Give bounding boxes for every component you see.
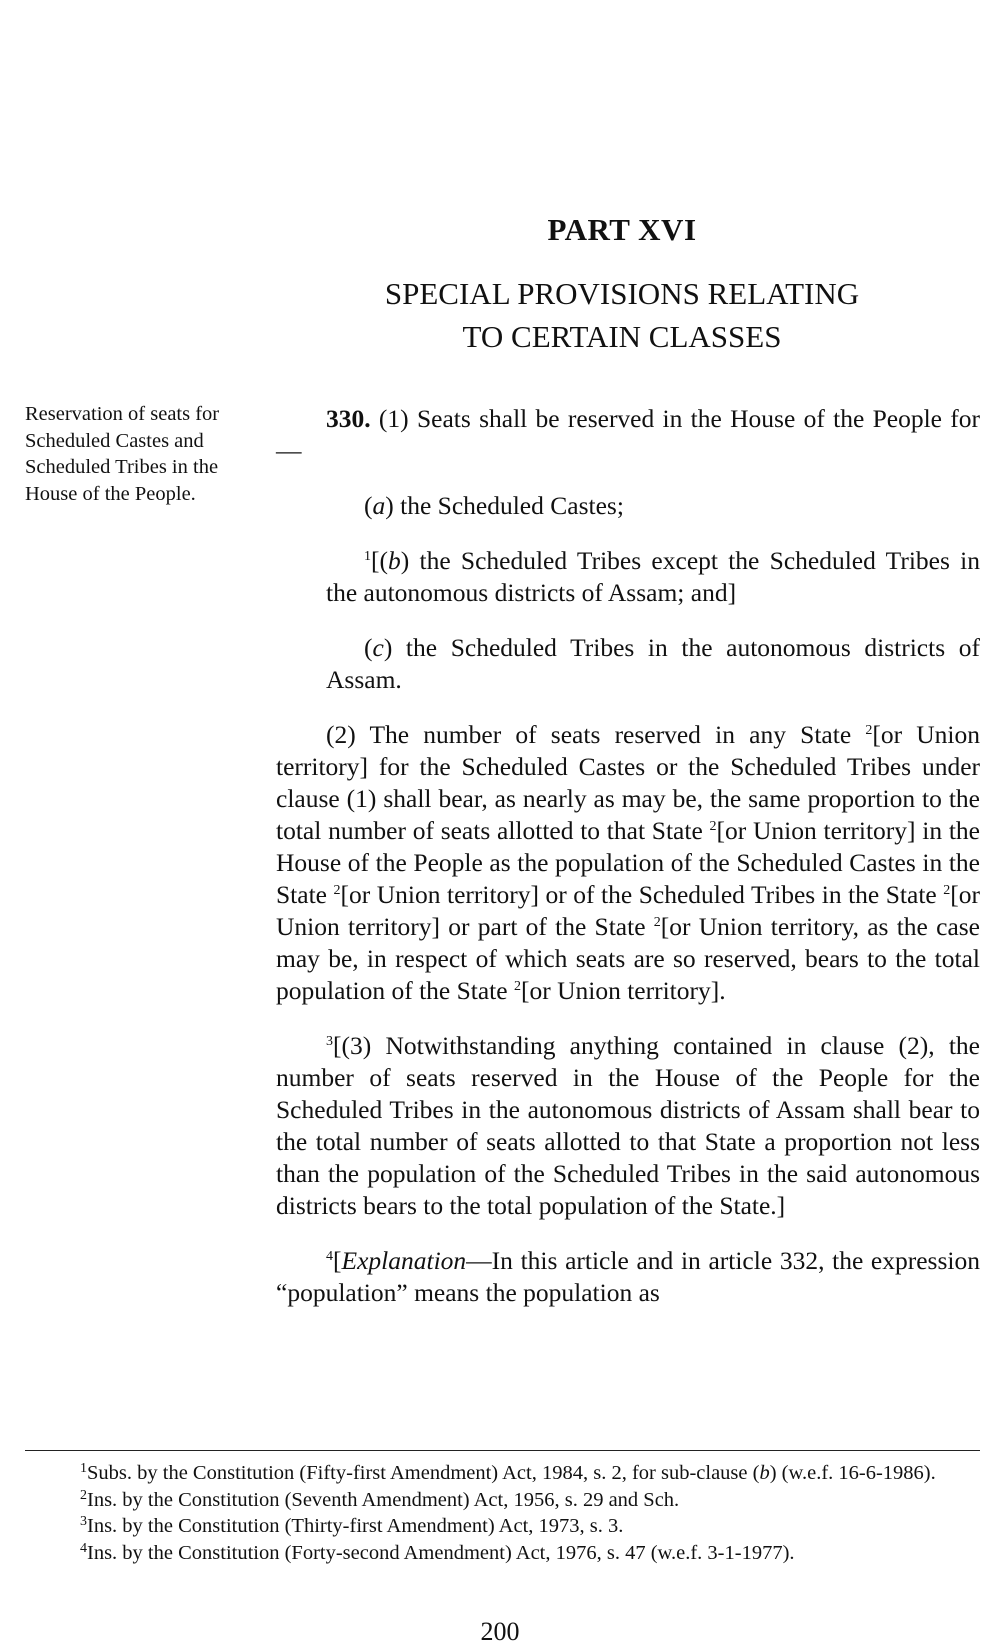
footnote-ref: 2: [709, 819, 717, 834]
clause-1-intro: [276, 403, 980, 467]
footnote-4-text: Ins. by the Constitution (Forty-second Amendment) Act, 1976, s. 47 (w.e.f. 3-1-1977).: [87, 1541, 795, 1564]
clause-2-part-2: [or Union territory] for the Scheduled Castes or the Scheduled Tribes under clause (1) shall bear, as nearly as may be, the same proportion to the total number of seats allotted to that State: [276, 720, 981, 845]
explanation: $^4$[Explanation—In this article and in article 332, the expression “population” means the population as: [276, 1246, 980, 1307]
footnote-4: [25, 1540, 980, 1567]
footnote-number: 4: [80, 1540, 87, 1556]
clause-2-part-1: (2) The number of seats reserved in any State: [326, 720, 866, 749]
part-subtitle-line-2: TO CERTAIN CLASSES: [462, 319, 782, 354]
footnote-1-tail: ) (w.e.f. 16-6-1986).: [769, 1462, 936, 1484]
explanation-label: Explanation: [341, 1246, 467, 1275]
footnote-ref: 3: [326, 1034, 333, 1049]
part-subtitle: [262, 272, 982, 358]
footnote-1-italic: b: [759, 1462, 770, 1484]
clause-3-text: [(3) Notwithstanding anything contained in clause (2), the number of seats reserved in the House of the People for the Scheduled Tribes in the autonomous districts of Assam shall bear to the total number of seats allotted to that State a proportion not less than the population of the Scheduled Tribes in the said autonomous districts bears to the total population of the State.]: [276, 1031, 980, 1220]
clause-2-part-3: [or Union territory] in the House of the People as the population of the Scheduled Castes in the State: [276, 816, 980, 909]
page-number: 200: [480, 1617, 520, 1646]
footnote-1: [25, 1460, 980, 1487]
footnote-ref: 2: [865, 723, 873, 738]
footnote-number: 1: [80, 1461, 87, 1476]
clause-2-part-6: [or Union territory, as the case may be, in respect of which seats are so reserved, bears to the total population of the State: [276, 912, 980, 1005]
part-subtitle-line-1: SPECIAL PROVISIONS RELATING: [384, 276, 860, 311]
article-body: [276, 403, 980, 1332]
footnote-number: 2: [80, 1487, 87, 1503]
sub-clause-a: (a) the Scheduled Castes;: [364, 491, 624, 520]
sub-clause-b: $^1$[(b) the Scheduled Tribes except the Scheduled Tribes in the autonomous districts of Assam; and]: [326, 546, 980, 607]
footnote-2-text: Ins. by the Constitution (Seventh Amendment) Act, 1956, s. 29 and Sch.: [87, 1488, 680, 1511]
footnote-divider: [25, 1450, 980, 1451]
footnote-1-text: Subs. by the Constitution (Fifty-first Amendment) Act, 1984, s. 2, for sub-clause (: [87, 1462, 760, 1484]
sub-clause-b-label: b: [387, 546, 401, 575]
sub-clause-a-text: the Scheduled Castes;: [393, 491, 624, 520]
footnote-number: 3: [80, 1514, 87, 1529]
sub-clause-c-text: the Scheduled Tribes in the autonomous districts of Assam.: [326, 633, 980, 694]
sub-clause-c-label: c: [372, 633, 384, 662]
clause-2-part-4: [or Union territory] or of the Scheduled Tribes in the State: [340, 880, 944, 909]
sub-clause-c: (c) the Scheduled Tribes in the autonomous districts of Assam.: [326, 633, 980, 694]
footnote-ref: 2: [653, 915, 661, 930]
part-heading: PART XVI: [547, 212, 697, 247]
marginal-note: Reservation of seats for Scheduled Castes and Scheduled Tribes in the House of the People.: [25, 403, 220, 505]
footnote-3-text: Ins. by the Constitution (Thirty-first Amendment) Act, 1973, s. 3.: [87, 1515, 624, 1537]
article-number: 330.: [326, 404, 371, 433]
footnote-3: [25, 1513, 980, 1540]
footnote-ref: 2: [513, 979, 521, 994]
explanation-text: —In this article and in article 332, the expression “population” means the population as: [276, 1246, 980, 1307]
footnotes: [25, 1460, 980, 1566]
clause-1-text: (1) Seats shall be reserved in the House of the People for —: [276, 404, 980, 465]
footnote-2: [25, 1487, 980, 1514]
clause-2: [276, 719, 980, 1007]
footnote-ref: 2: [943, 883, 951, 898]
clause-2-part-5: [or Union territory] or part of the State: [276, 880, 980, 941]
footnote-ref: 4: [326, 1249, 333, 1264]
clause-2-part-7: [or Union territory].: [520, 976, 726, 1005]
sub-clause-a-label: a: [372, 491, 386, 520]
sub-clause-b-text: the Scheduled Tribes except the Scheduled Tribes in the autonomous districts of Assam; and]: [326, 546, 980, 607]
footnote-ref: 2: [333, 883, 341, 898]
clause-3: [276, 1030, 980, 1222]
footnote-ref: 1: [364, 549, 371, 564]
